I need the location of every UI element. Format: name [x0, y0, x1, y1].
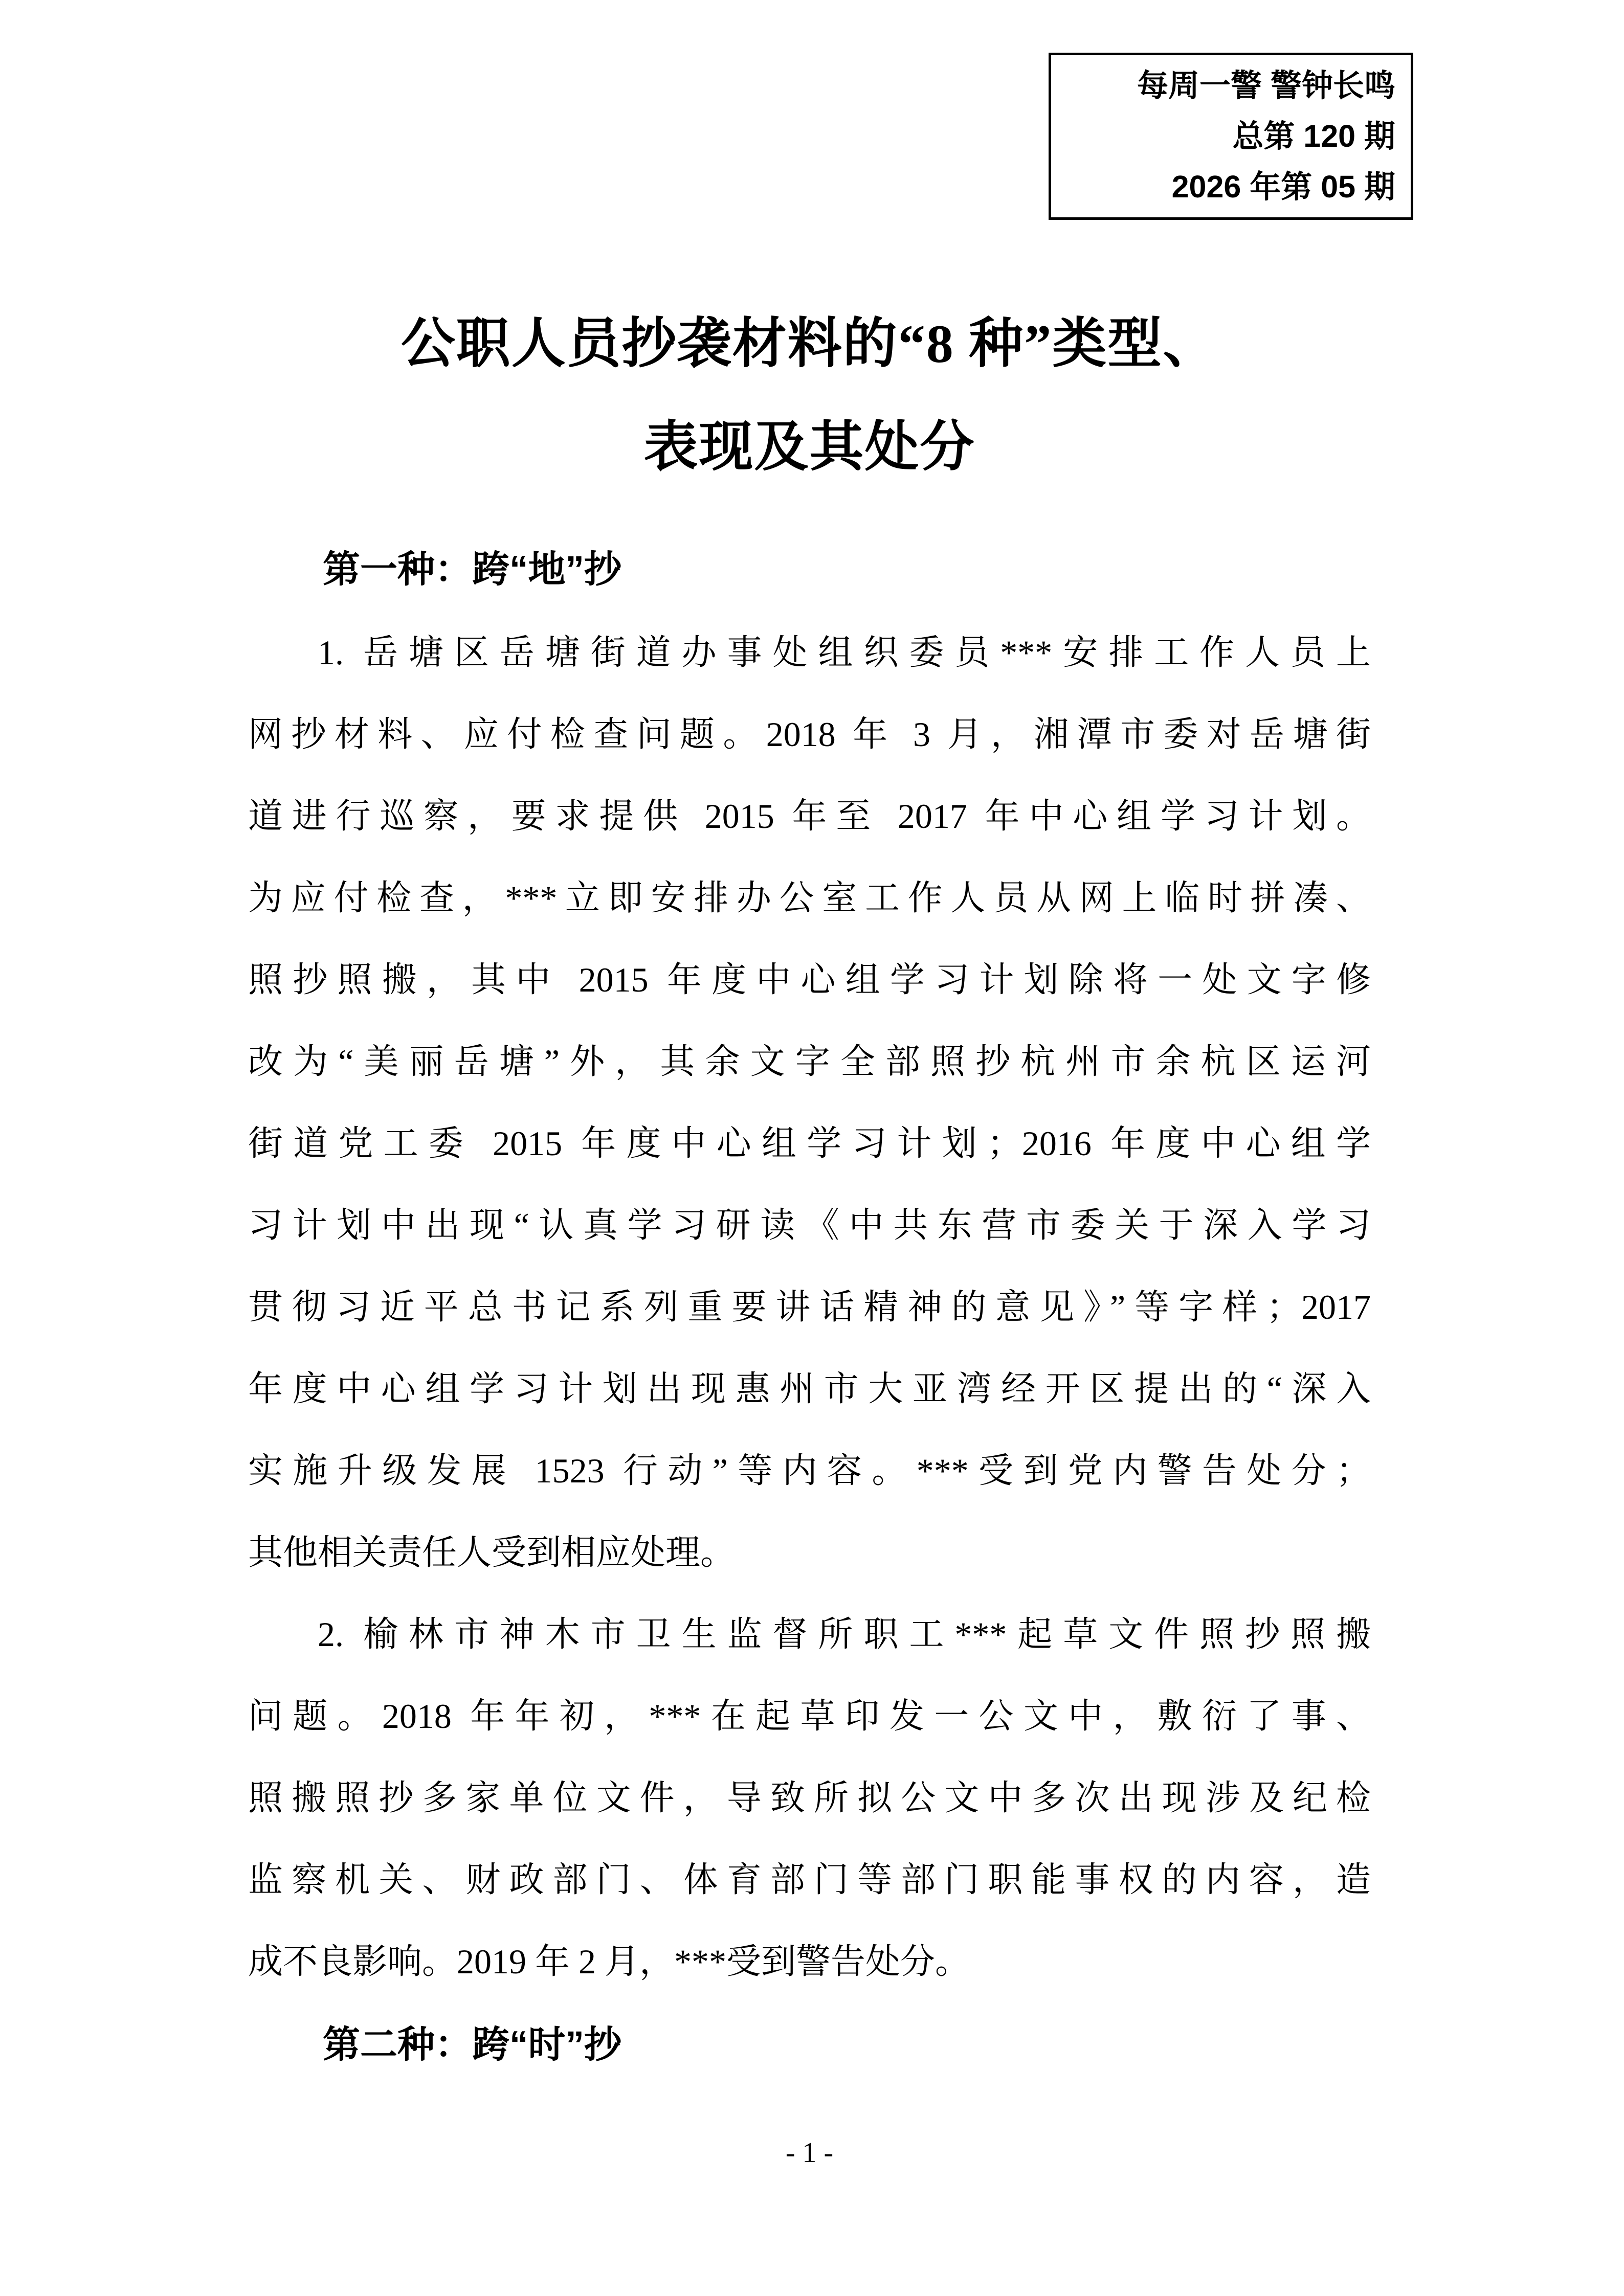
body-line: 照搬照抄多家单位文件，导致所拟公文中多次出现涉及纪检 [248, 1779, 1371, 1817]
body-line: 年度中心组学习计划出现惠州市大亚湾经开区提出的“深入 [248, 1369, 1371, 1408]
body-line: 习计划中出现“认真学习研读《中共东营市委关于深入学习 [248, 1206, 1371, 1245]
text-column [248, 0, 1371, 2087]
body-line: 问题。2018 年年初，***在起草印发一公文中，敷衍了事、 [248, 1697, 1371, 1736]
body-line: 成不良影响。2019 年 2 月，***受到警告处分。 [248, 1942, 970, 1981]
body-line: 2. 榆林市神木市卫生监督所职工***起草文件照抄照搬 [318, 1615, 1371, 1654]
document-title [248, 0, 1371, 499]
section-heading-2: 第二种：跨“时”抄 [323, 2024, 621, 2065]
body-line: 实施升级发展 1523 行动”等内容。***受到党内警告处分； [248, 1451, 1371, 1490]
body-line: 贯彻习近平总书记系列重要讲话精神的意见》”等字样；2017 [248, 1288, 1371, 1326]
paragraph-1 [248, 612, 1371, 1593]
body-line: 改为“美丽岳塘”外，其余文字全部照抄杭州市余杭区运河 [248, 1042, 1371, 1081]
masthead-slogan: 每周一警 警钟长鸣 [1137, 68, 1395, 103]
page-number: - 1 - [785, 2137, 834, 2169]
body-line: 其他相关责任人受到相应处理。 [248, 1533, 736, 1572]
body-line: 1. 岳塘区岳塘街道办事处组织委员***安排工作人员上 [318, 633, 1371, 672]
section-heading-1: 第一种：跨“地”抄 [323, 549, 621, 590]
document-title-line-1: 公职人员抄袭材料的“8 种”类型、 [401, 314, 1218, 374]
body-line: 照抄照搬，其中 2015 年度中心组学习计划除将一处文字修 [248, 960, 1371, 999]
body-line: 街道党工委 2015 年度中心组学习计划；2016 年度中心组学 [248, 1124, 1371, 1163]
document-title-line-2: 表现及其处分 [643, 417, 975, 477]
paragraph-2 [248, 1593, 1371, 2002]
body-line: 网抄材料、应付检查问题。2018 年 3 月，湘潭市委对岳塘街 [248, 715, 1371, 754]
body-line: 道进行巡察，要求提供 2015 年至 2017 年中心组学习计划。 [248, 797, 1371, 836]
body-line: 为应付检查，***立即安排办公室工作人员从网上临时拼凑、 [248, 879, 1371, 917]
body-line: 监察机关、财政部门、体育部门等部门职能事权的内容，造 [248, 1860, 1371, 1899]
masthead-issue-total: 总第 120 期 [1232, 119, 1395, 154]
masthead-issue-year: 2026 年第 05 期 [1171, 169, 1395, 205]
